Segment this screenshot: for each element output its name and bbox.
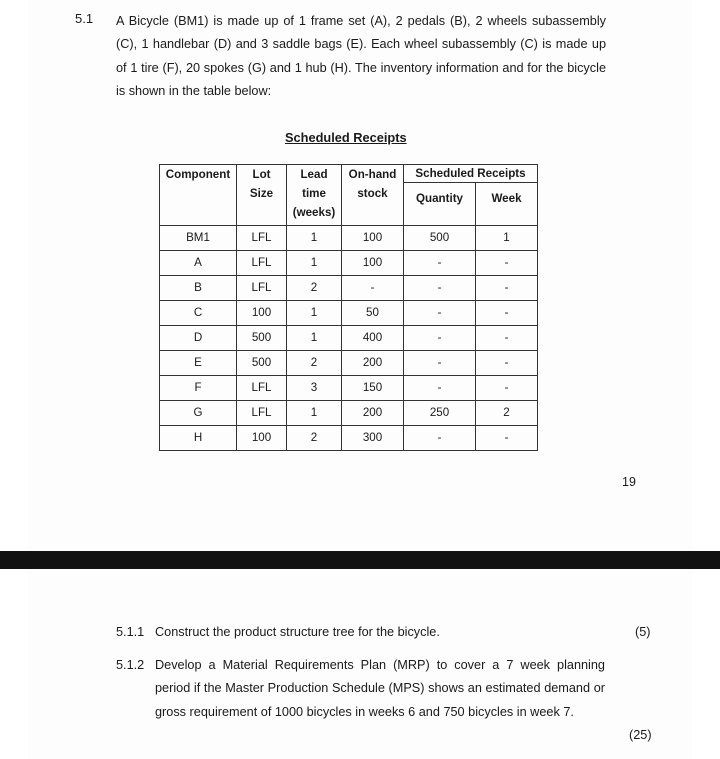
header-component: Component bbox=[160, 165, 237, 226]
page-number: 19 bbox=[622, 475, 636, 489]
cell-week: - bbox=[476, 426, 538, 451]
cell-qty: - bbox=[404, 301, 476, 326]
header-quantity: Quantity bbox=[404, 183, 476, 226]
cell-qty: - bbox=[404, 426, 476, 451]
cell-lead: 1 bbox=[287, 401, 342, 426]
cell-lot: LFL bbox=[237, 276, 287, 301]
cell-lead: 1 bbox=[287, 226, 342, 251]
cell-qty: - bbox=[404, 251, 476, 276]
table-row bbox=[160, 376, 538, 401]
cell-lot: LFL bbox=[237, 376, 287, 401]
cell-qty: - bbox=[404, 326, 476, 351]
table-row bbox=[160, 251, 538, 276]
question-number: 5.1 bbox=[75, 11, 94, 26]
table-title: Scheduled Receipts bbox=[285, 130, 407, 145]
table-row bbox=[160, 226, 538, 251]
table-row bbox=[160, 326, 538, 351]
cell-onhand: 100 bbox=[342, 226, 404, 251]
cell-lot: LFL bbox=[237, 251, 287, 276]
cell-lead: 3 bbox=[287, 376, 342, 401]
cell-lot: 500 bbox=[237, 326, 287, 351]
cell-lead: 2 bbox=[287, 426, 342, 451]
cell-component: H bbox=[160, 426, 237, 451]
cell-week: - bbox=[476, 276, 538, 301]
cell-lead: 2 bbox=[287, 351, 342, 376]
header-lead-time: Lead time (weeks) bbox=[287, 165, 342, 226]
cell-week: 2 bbox=[476, 401, 538, 426]
cell-component: B bbox=[160, 276, 237, 301]
table-row bbox=[160, 401, 538, 426]
subquestion-marks: (25) bbox=[629, 728, 652, 742]
cell-onhand: - bbox=[342, 276, 404, 301]
cell-component: BM1 bbox=[160, 226, 237, 251]
cell-lot: LFL bbox=[237, 401, 287, 426]
table-row bbox=[160, 301, 538, 326]
cell-lot: 100 bbox=[237, 426, 287, 451]
cell-lead: 1 bbox=[287, 326, 342, 351]
cell-qty: - bbox=[404, 276, 476, 301]
cell-lot: LFL bbox=[237, 226, 287, 251]
page-separator bbox=[0, 551, 720, 569]
cell-onhand: 50 bbox=[342, 301, 404, 326]
cell-component: D bbox=[160, 326, 237, 351]
cell-week: 1 bbox=[476, 226, 538, 251]
cell-component: C bbox=[160, 301, 237, 326]
subquestion-marks: (5) bbox=[635, 625, 651, 639]
header-week: Week bbox=[476, 183, 538, 226]
cell-onhand: 200 bbox=[342, 351, 404, 376]
cell-lead: 2 bbox=[287, 276, 342, 301]
table-row bbox=[160, 276, 538, 301]
cell-onhand: 100 bbox=[342, 251, 404, 276]
cell-week: - bbox=[476, 376, 538, 401]
cell-component: F bbox=[160, 376, 237, 401]
cell-component: E bbox=[160, 351, 237, 376]
table-row bbox=[160, 426, 538, 451]
question-text: A Bicycle (BM1) is made up of 1 frame set (A), 2 pedals (B), 2 wheels subassembly (C), 1 handlebar (D) and 3 saddle bags (E). Each wheel subassembly (C) is made up of 1 tire (F), 20 spokes (G) and 1 hub (H). The inventory information and for the bicycle is shown in the table below: bbox=[116, 14, 606, 99]
table-row bbox=[160, 351, 538, 376]
header-on-hand: On-hand stock bbox=[342, 165, 404, 226]
cell-onhand: 400 bbox=[342, 326, 404, 351]
cell-qty: 250 bbox=[404, 401, 476, 426]
cell-week: - bbox=[476, 351, 538, 376]
cell-onhand: 200 bbox=[342, 401, 404, 426]
inventory-table bbox=[159, 164, 538, 451]
subquestion-text: Construct the product structure tree for the bicycle. bbox=[155, 625, 440, 639]
cell-week: - bbox=[476, 326, 538, 351]
cell-week: - bbox=[476, 301, 538, 326]
cell-onhand: 150 bbox=[342, 376, 404, 401]
subquestion-number: 5.1.2 bbox=[116, 658, 145, 672]
cell-component: A bbox=[160, 251, 237, 276]
cell-lot: 100 bbox=[237, 301, 287, 326]
header-scheduled-receipts: Scheduled Receipts bbox=[404, 165, 538, 183]
cell-lot: 500 bbox=[237, 351, 287, 376]
cell-lead: 1 bbox=[287, 251, 342, 276]
cell-lead: 1 bbox=[287, 301, 342, 326]
cell-qty: 500 bbox=[404, 226, 476, 251]
subquestion-number: 5.1.1 bbox=[116, 625, 145, 639]
cell-week: - bbox=[476, 251, 538, 276]
cell-component: G bbox=[160, 401, 237, 426]
subquestion-text: Develop a Material Requirements Plan (MRP) to cover a 7 week planning period if the Master Production Schedule (MPS) shows an estimated demand or gross requirement of 1000 bicycles in weeks 6 and 750 bicycles in week 7. bbox=[155, 658, 605, 719]
cell-qty: - bbox=[404, 376, 476, 401]
header-lot-size: Lot Size bbox=[237, 165, 287, 226]
cell-onhand: 300 bbox=[342, 426, 404, 451]
cell-qty: - bbox=[404, 351, 476, 376]
